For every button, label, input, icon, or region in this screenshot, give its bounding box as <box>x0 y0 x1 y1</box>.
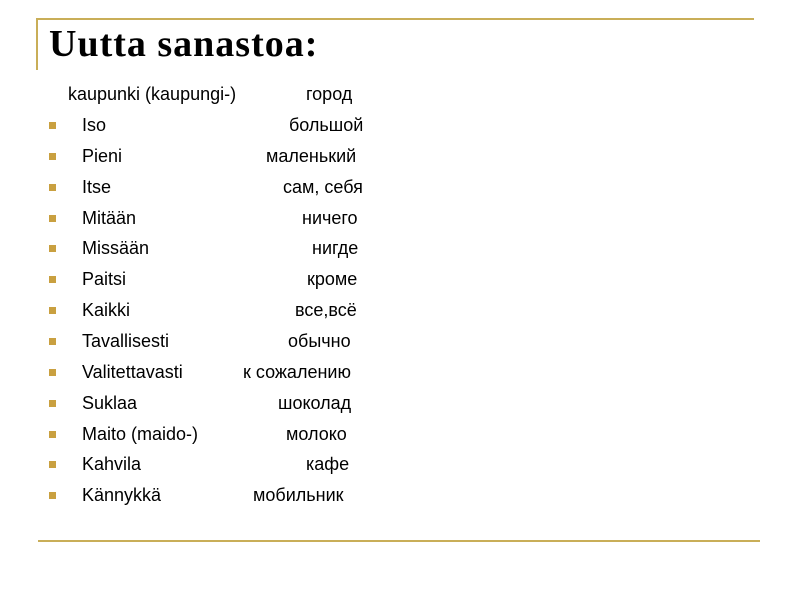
russian-word: нигде <box>312 238 359 258</box>
bullet-icon <box>49 461 56 468</box>
bullet-icon <box>49 276 56 283</box>
russian-word: кроме <box>307 269 358 289</box>
finnish-word: Valitettavasti <box>82 362 183 382</box>
finnish-word: Missään <box>82 238 150 258</box>
finnish-word: Kännykkä <box>82 485 162 505</box>
bullet-icon <box>49 184 56 191</box>
finnish-word: Paitsi <box>82 269 127 289</box>
russian-word: молоко <box>286 424 347 444</box>
header-russian-word: город <box>306 84 353 104</box>
russian-word: к сожалению <box>243 362 351 382</box>
bullet-icon <box>49 307 56 314</box>
russian-word: маленький <box>266 146 357 166</box>
finnish-word: Maito (maido-) <box>82 424 199 444</box>
bullet-icon <box>49 400 56 407</box>
finnish-word: Mitään <box>82 208 137 228</box>
finnish-word: Pieni <box>82 146 123 166</box>
bullet-icon <box>49 492 56 499</box>
bullet-icon <box>49 245 56 252</box>
bullet-icon <box>49 153 56 160</box>
russian-word: мобильник <box>253 485 344 505</box>
slide-title: Uutta sanastoa: <box>49 23 319 65</box>
finnish-word: Suklaa <box>82 393 138 413</box>
bullet-icon <box>49 369 56 376</box>
russian-word: шоколад <box>278 393 352 413</box>
russian-word: ничего <box>302 208 358 228</box>
bullet-icon <box>49 215 56 222</box>
bullet-icon <box>49 431 56 438</box>
russian-word: обычно <box>288 331 351 351</box>
header-finnish-word: kaupunki (kaupungi-) <box>68 84 237 104</box>
finnish-word: Kaikki <box>82 300 131 320</box>
finnish-word: Itse <box>82 177 112 197</box>
finnish-word: Iso <box>82 115 107 135</box>
russian-word: сам, себя <box>283 177 363 197</box>
finnish-word: Kahvila <box>82 454 142 474</box>
russian-word: большой <box>289 115 364 135</box>
russian-word: все,всё <box>295 300 357 320</box>
bullet-icon <box>49 122 56 129</box>
finnish-word: Tavallisesti <box>82 331 170 351</box>
bullet-icon <box>49 338 56 345</box>
russian-word: кафе <box>306 454 350 474</box>
